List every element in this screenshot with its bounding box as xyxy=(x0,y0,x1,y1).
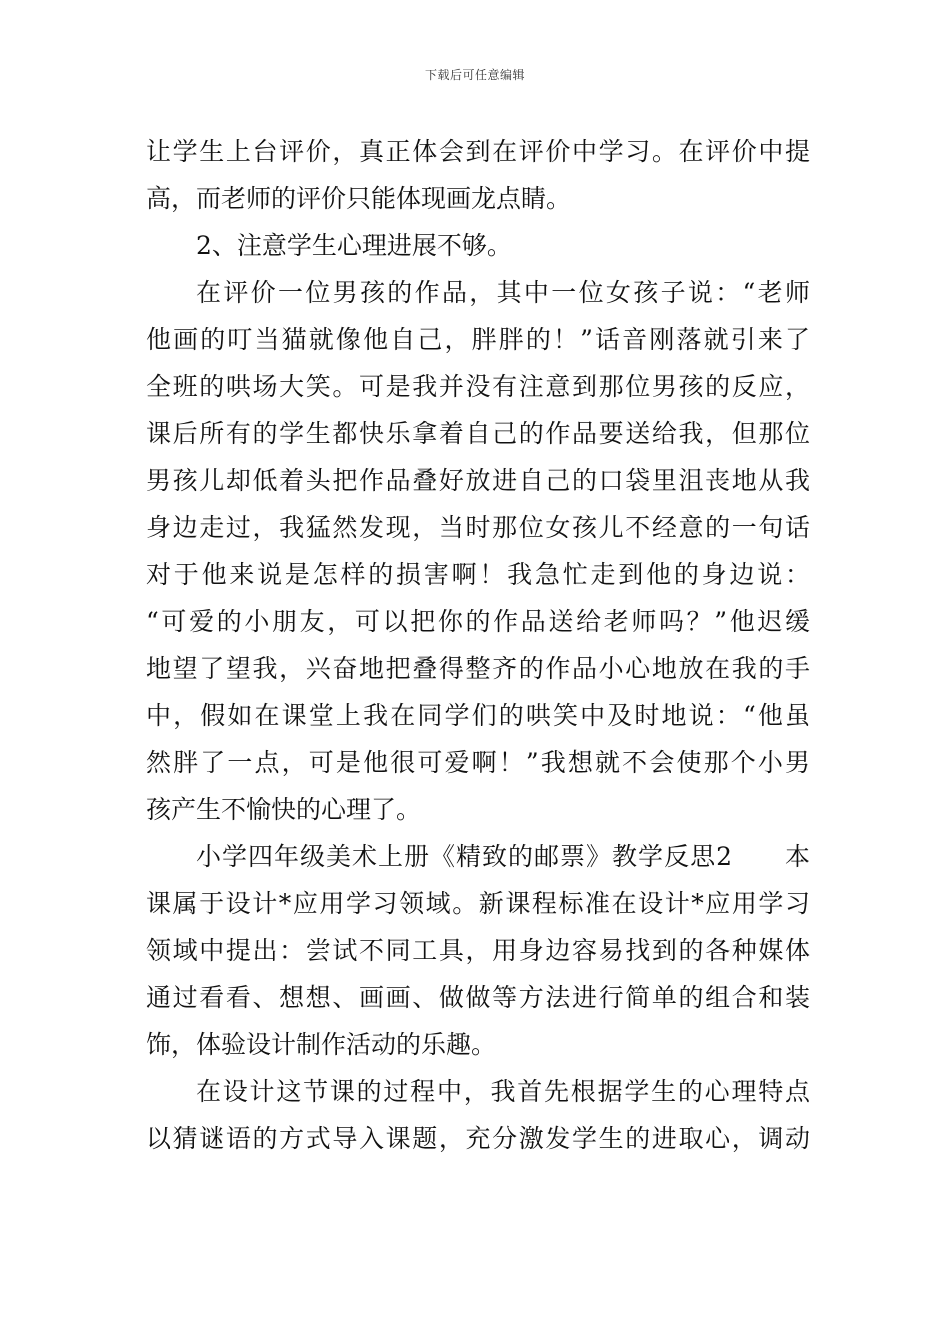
text-line: 在设计这节课的过程中，我首先根据学生的心理特点 xyxy=(196,1077,810,1106)
text-line: 课属于设计*应用学习领域。新课程标准在设计*应用学习 xyxy=(146,889,810,918)
text-line: 领域中提出：尝试不同工具，用身边容易找到的各种媒体 xyxy=(146,936,810,965)
text-line: 饰，体验设计制作活动的乐趣。 xyxy=(146,1030,497,1059)
text-line: 小学四年级美术上册《精致的邮票》教学反思2 本 xyxy=(196,842,810,871)
text-line: 全班的哄场大笑。可是我并没有注意到那位男孩的反应， xyxy=(146,372,810,401)
text-line: 以猜谜语的方式导入课题，充分激发学生的进取心，调动 xyxy=(146,1124,810,1153)
text-line: 孩产生不愉快的心理了。 xyxy=(146,795,422,824)
text-line: 然胖了一点，可是他很可爱啊！”我想就不会使那个小男 xyxy=(146,748,810,777)
text-line: 2、注意学生心理进展不够。 xyxy=(196,231,512,260)
text-line: 男孩儿却低着头把作品叠好放进自己的口袋里沮丧地从我 xyxy=(146,466,810,495)
text-line: 高，而老师的评价只能体现画龙点睛。 xyxy=(146,184,572,213)
document-body xyxy=(146,128,810,1162)
text-line: 课后所有的学生都快乐拿着自己的作品要送给我，但那位 xyxy=(146,419,810,448)
text-line: 身边走过，我猛然发现，当时那位女孩儿不经意的一句话 xyxy=(146,513,810,542)
text-line: 对于他来说是怎样的损害啊！我急忙走到他的身边说： xyxy=(146,560,810,589)
text-line: “可爱的小朋友，可以把你的作品送给老师吗？”他迟缓 xyxy=(146,607,810,636)
text-line: 让学生上台评价，真正体会到在评价中学习。在评价中提 xyxy=(146,137,810,166)
text-line: 通过看看、想想、画画、做做等方法进行简单的组合和装 xyxy=(146,983,810,1012)
text-line: 中，假如在课堂上我在同学们的哄笑中及时地说：“他虽 xyxy=(146,701,810,730)
text-line: 在评价一位男孩的作品，其中一位女孩子说：“老师 xyxy=(196,278,810,307)
text-line: 地望了望我，兴奋地把叠得整齐的作品小心地放在我的手 xyxy=(146,654,810,683)
text-line: 他画的叮当猫就像他自己，胖胖的！”话音刚落就引来了 xyxy=(146,325,810,354)
page-header: 下载后可任意编辑 xyxy=(424,68,525,82)
